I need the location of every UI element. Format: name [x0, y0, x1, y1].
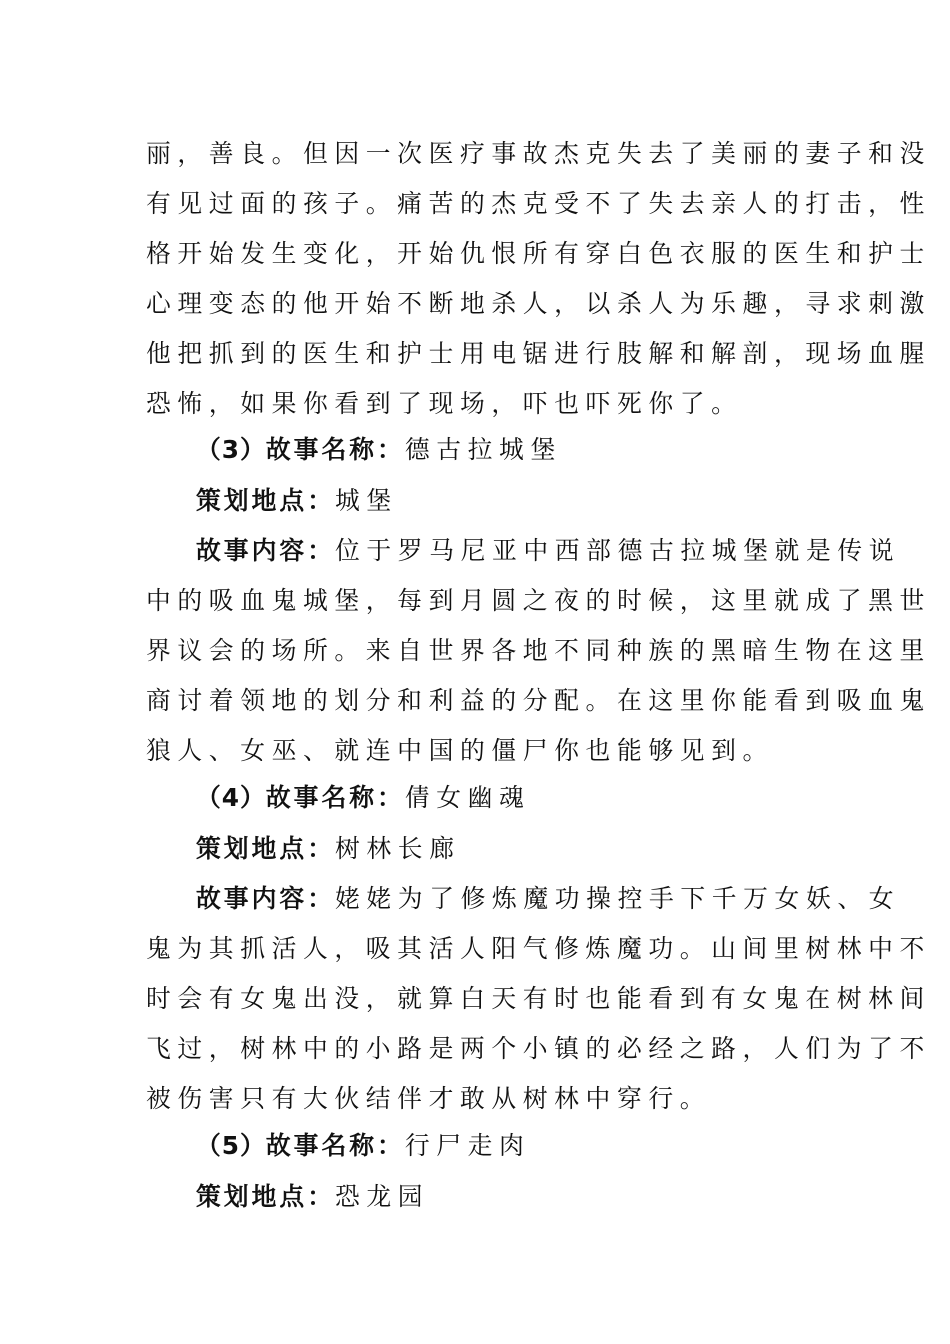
content-label: 故事内容：: [196, 884, 335, 913]
paragraph-line: 他把抓到的医生和护士用电锯进行肢解和解剖，现场血腥: [146, 339, 931, 368]
content-line: [196, 879, 901, 919]
paragraph-line: 狼人、女巫、就连中国的僵尸你也能够见到。: [146, 736, 774, 765]
story-name-label: 故事名称：: [265, 435, 405, 464]
story-name: 行尸走肉: [404, 1131, 531, 1160]
paragraph-line: 丽，善良。但因一次医疗事故杰克失去了美丽的妻子和没: [146, 139, 931, 168]
paragraph-line: 心理变态的他开始不断地杀人，以杀人为乐趣，寻求刺激: [146, 289, 931, 318]
location-value: 城堡: [335, 486, 398, 515]
story-heading: [196, 1126, 856, 1166]
location-label: 策划地点：: [196, 834, 335, 863]
story-name: 德古拉城堡: [404, 435, 562, 464]
story-name: 倩女幽魂: [404, 783, 531, 812]
location-line: [196, 829, 856, 869]
paragraph-line: 格开始发生变化，开始仇恨所有穿白色衣服的医生和护士: [146, 239, 931, 268]
story-number: （5）: [196, 1131, 266, 1160]
content-label: 故事内容：: [196, 536, 335, 565]
paragraph-line: 商讨着领地的划分和利益的分配。在这里你能看到吸血鬼: [146, 686, 931, 715]
content-text: 姥姥为了修炼魔功操控手下千万女妖、女: [335, 884, 901, 913]
story-name-label: 故事名称：: [265, 1131, 405, 1160]
story-number: （3）: [196, 435, 266, 464]
story-heading: [196, 778, 856, 818]
paragraph-line: 界议会的场所。来自世界各地不同种族的黑暗生物在这里: [146, 636, 931, 665]
location-line: [196, 1177, 856, 1217]
paragraph-line: 恐怖，如果你看到了现场，吓也吓死你了。: [146, 389, 743, 418]
paragraph-line: 时会有女鬼出没，就算白天有时也能看到有女鬼在树林间: [146, 984, 931, 1013]
location-line: [196, 481, 856, 521]
story-heading: [196, 430, 856, 470]
content-text: 位于罗马尼亚中西部德古拉城堡就是传说: [335, 536, 901, 565]
location-value: 恐龙园: [335, 1182, 430, 1211]
story-number: （4）: [196, 783, 266, 812]
location-label: 策划地点：: [196, 486, 335, 515]
paragraph-line: 被伤害只有大伙结伴才敢从树林中穿行。: [146, 1084, 712, 1113]
location-label: 策划地点：: [196, 1182, 335, 1211]
story-name-label: 故事名称：: [265, 783, 405, 812]
content-line: [196, 531, 901, 571]
paragraph-line: 飞过，树林中的小路是两个小镇的必经之路，人们为了不: [146, 1034, 931, 1063]
location-value: 树林长廊: [335, 834, 461, 863]
paragraph-line: 中的吸血鬼城堡，每到月圆之夜的时候，这里就成了黑世: [146, 586, 931, 615]
paragraph-line: 鬼为其抓活人，吸其活人阳气修炼魔功。山间里树林中不: [146, 934, 931, 963]
paragraph-line: 有见过面的孩子。痛苦的杰克受不了失去亲人的打击，性: [146, 189, 931, 218]
